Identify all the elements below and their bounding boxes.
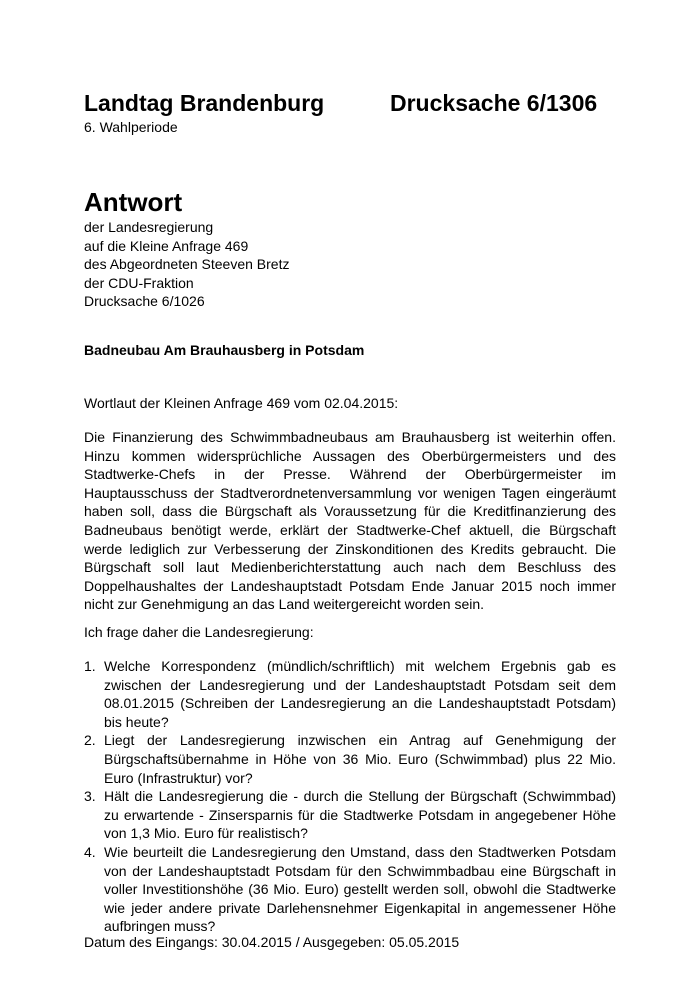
question-text: Hält die Landesregierung die - durch die Stellung der Bürgschaft (Schwimmbad) zu erwartende - Zinsersparnis für die Stadtwerke Potsdam in angegebener Höhe von 1,3 Mio. Euro für realistisch? [104, 788, 616, 842]
inquiry-body-paragraph: Die Finanzierung des Schwimmbadneubaus am Brauhausberg ist weiterhin offen. Hinzu kommen widersprüchliche Aussagen des Oberbürgermeisters und des Stadtwerke-Chefs in der Presse. Während der Oberbürgermeister im Hauptausschuss der Stadtverordnetenversammlung vor wenigen Tagen eingeräumt haben soll, dass die Bürgschaft als Voraussetzung für die Kreditfinanzierung des Badneubaus benötigt werde, erklärt der Stadtwerke-Chef aktuell, die Bürgschaft werde lediglich zur Verbesserung der Zinskonditionen des Kredits gebraucht. Die Bürgschaft soll laut Medienberichterstattung auch nach dem Beschluss des Doppelhaushaltes der Landeshauptstadt Potsdam Ende Januar 2015 noch immer nicht zur Genehmigung an das Land weitergereicht worden sein. [84, 429, 616, 613]
meta-line: Drucksache 6/1026 [84, 293, 205, 309]
document-type-title: Antwort [84, 187, 183, 217]
question-item [84, 657, 616, 731]
question-number: 1. [84, 658, 96, 674]
question-number: 2. [84, 732, 96, 749]
meta-line: der Landesregierung [84, 219, 214, 235]
document-header [84, 90, 616, 120]
meta-line: auf die Kleine Anfrage 469 [84, 237, 249, 254]
question-text: Liegt der Landesregierung inzwischen ein Antrag auf Genehmigung der Bürgschaftsübernahme in Höhe von 36 Mio. Euro (Schwimmbad) plus 22 Mio. Euro (Infrastruktur) vor? [104, 732, 616, 786]
question-text: Welche Korrespondenz (mündlich/schriftlich) mit welchem Ergebnis gab es zwischen der Landesregierung und der Landeshauptstadt Potsdam seit dem 08.01.2015 (Schreiben der Landesregierung an die Landeshauptstadt Potsdam) bis heute? [104, 658, 616, 730]
subject-heading: Badneubau Am Brauhausberg in Potsdam [84, 342, 365, 358]
question-number: 4. [84, 843, 96, 860]
answer-meta-block [84, 218, 289, 311]
question-intro: Ich frage daher die Landesregierung: [84, 624, 314, 640]
meta-line: der CDU-Fraktion [84, 274, 194, 291]
parliament-name: Landtag Brandenburg [84, 90, 325, 116]
receipt-date-footer: Datum des Eingangs: 30.04.2015 / Ausgegeben: 05.05.2015 [84, 934, 460, 950]
question-text: Wie beurteilt die Landesregierung den Umstand, dass den Stadtwerken Potsdam von der Landeshauptstadt Potsdam für den Schwimmbadbau eine Bürgschaft in voller Investitionshöhe (36 Mio. Euro) gestellt werden soll, obwohl die Stadtwerke wie jeder andere private Darlehensnehmer Eigenkapital in angemessener Höhe aufbringen muss? [104, 843, 616, 935]
meta-line: des Abgeordneten Steeven Bretz [84, 256, 290, 272]
inquiry-wording-label: Wortlaut der Kleinen Anfrage 469 vom 02.04.2015: [84, 395, 399, 411]
question-number: 3. [84, 788, 96, 805]
document-number: Drucksache 6/1306 [390, 90, 598, 116]
question-item [84, 731, 616, 787]
question-list [84, 657, 616, 936]
question-item [84, 787, 616, 843]
electoral-period: 6. Wahlperiode [84, 119, 178, 135]
question-item [84, 843, 616, 936]
